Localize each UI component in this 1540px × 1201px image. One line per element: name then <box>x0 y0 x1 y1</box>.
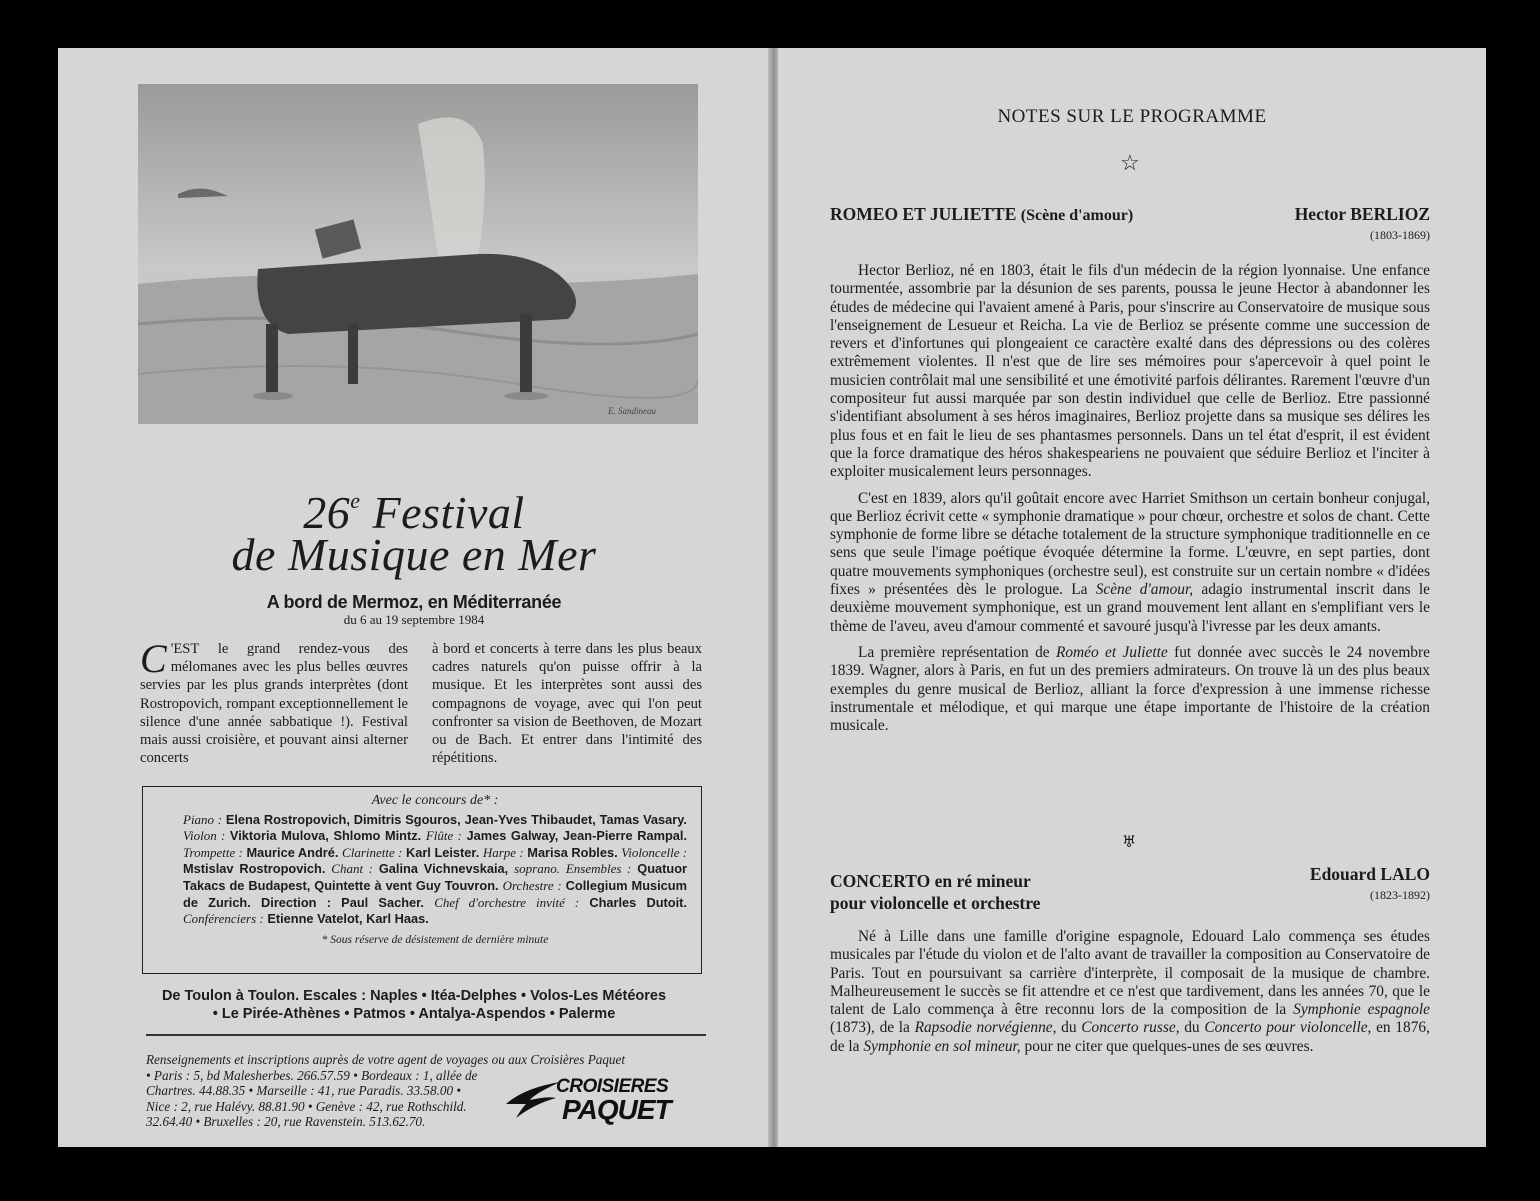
piece1-title: ROMEO ET JULIETTE (Scène d'amour) <box>830 204 1134 224</box>
right-page <box>778 48 1486 1147</box>
piece2-title: CONCERTO en ré mineur pour violoncelle et orchestre <box>830 871 1041 913</box>
croisieres-paquet-logo <box>504 1074 704 1124</box>
divider <box>146 1034 706 1036</box>
performers-box <box>142 786 702 974</box>
performers-note: * Sous réserve de désistement de dernière minute <box>321 933 549 946</box>
piece1-notes <box>830 262 1430 743</box>
festival-title-line1: 26e Festival <box>303 487 525 538</box>
itinerary-line2: • Le Pirée-Athènes • Patmos • Antalya-Aspendos • Palerme <box>212 1006 616 1022</box>
lyre-icon: ♅ <box>1122 834 1137 851</box>
performers-heading: Avec le concours de* : <box>371 793 499 808</box>
piece1-composer: Hector BERLIOZ <box>1294 204 1430 224</box>
piece1-paragraph3: La première représentation de Roméo et Juliette fut donnée avec succès le 24 novembre 1839. Wagner, alors à Paris, en fut un des premiers admirateurs. On trouve là un des plus beaux exemples du genre musical de Berlioz, alliant la force d'expression à une immense richesse instrumentale et mélodique, et qui marque une étape importante de l'histoire de la création musicale. <box>830 643 1430 735</box>
intro-column-left: C 'EST le grand rendez-vous des mélomanes avec les plus belles œuvres servies par les plus grands interprètes (dont Rostropovich, rompant exceptionnellement le silence d'une année sabbatique !). Festival mais aussi croisière, et pouvant ainsi alterner concerts <box>140 636 408 767</box>
festival-title-line2: de Musique en Mer <box>231 529 597 580</box>
logo-swoosh-icon <box>504 1074 564 1124</box>
star-icon: ☆ <box>1120 150 1140 175</box>
svg-text:E. Sandineau: E. Sandineau <box>608 406 656 416</box>
notes-header: NOTES SUR LE PROGRAMME <box>997 106 1267 127</box>
piece1-paragraph1: Hector Berlioz, né en 1803, était le fils d'un médecin de la région lyonnaise. Une enfance tourmentée, assombrie par la désunion de ses parents, poussa le jeune Hector à abandonner les études de médecine qui l'avaient amené à Paris, pour s'inscrire au Conservatoire de musique sous l'enseignement de Lesueur et Reicha. La vie de Berlioz se présente comme une succession de revers et d'infortunes qui plongeaient ce caractère exalté dans des dépressions ou des colères extrêmement violentes. Il n'est que de lire ses mémoires pour s'apercevoir à quel point le musicien contrôlait mal une sensibilité et une émotivité parfois délirantes. Rarement l'œuvre d'un compositeur fut aussi marquée par son destin individuel que celle de Berlioz. Etre passionné s'identifiant absolument à ses héros imaginaires, Berlioz projette dans sa musique ses délires les plus fous et en fait le lieu de ses phantasmes personnels. Dans un tel état d'esprit, il est évident que la force dramatique des héros shakespeariens ne pouvaient que séduire Berlioz et l'inciter à exploiter musicalement leurs personnages. <box>830 262 1430 481</box>
logo-text-line1: CROISIERES <box>556 1076 669 1097</box>
performers-list: Piano : Elena Rostropovich, Dimitris Sgouros, Jean-Yves Thibaudet, Tamas Vasary. Violon : Viktoria Mulova, Shlomo Mintz. Flûte : James Galway, Jean-Pierre Rampal. Trompette : Maurice André. Clarinette : Karl Leister. Harpe : Marisa Robles. Violoncelle : Mstislav Rostropovich. Chant : Galina Vichnevskaia, soprano. Ensembles : Quatuor Takacs de Budapest, Quintette à vent Guy Touvron. Orchestre : Collegium Musicum de Zurich. Direction : Paul Sacher. Chef d'orchestre invité : Charles Dutoit. Conférenciers : Etienne Vatelot, Karl Haas. <box>183 811 688 927</box>
piece2-notes <box>830 928 1430 1064</box>
itinerary-line1: De Toulon à Toulon. Escales : Naples • Itéa-Delphes • Volos-Les Météores <box>161 988 667 1004</box>
contact-line: Renseignements et inscriptions auprès de votre agent de voyages ou aux Croisières Paquet <box>146 1052 626 1067</box>
piece1-paragraph2: C'est en 1839, alors qu'il goûtait encore avec Harriet Smithson un certain bonheur conjugal, que Berlioz écrivit cette « symphonie dramatique » pour chœur, orchestre et solos de chant. Cette symphonie de forme libre se détache totalement de la structure symphonique traditionnelle en ce sens que seule l'image poétique évoquée détermine la forme. L'œuvre, en sept parties, dont quatre mouvements symphoniques (orchestre seul), est construite sur un certain nombre « d'idées fixes » présentées dès le prologue. La Scène d'amour, adagio instrumental inscrit dans le deuxième mouvement symphonique, est un grand mouvement lent allant en s'emplifiant vers le thème de l'aveu, aveu d'amour commenté et savouré jusqu'à l'ivresse par les deux amants. <box>830 489 1430 635</box>
left-page <box>58 48 770 1147</box>
festival-subtitle: A bord de Mermoz, en Méditerranée <box>266 592 562 612</box>
piece2-paragraph1: Né à Lille dans une famille d'origine espagnole, Edouard Lalo commença ses études musicales par l'étude du violon et de l'alto avant de travailler la composition au Conservatoire de Paris. Tout en poursuivant sa carrière d'interprète, il composait de la musique de chambre. Malheureusement le succès se fit attendre et ce n'est que tardivement, dans les années 70, que le talent de Lalo commença à être reconnu lors de la composition de la Symphonie espagnole (1873), de la Rapsodie norvégienne, du Concerto russe, du Concerto pour violoncelle, en 1876, de la Symphonie en sol mineur, pour ne citer que quelques-unes de ses œuvres. <box>830 928 1430 1055</box>
piano-sea-illustration <box>138 84 698 424</box>
festival-dates: du 6 au 19 septembre 1984 <box>343 612 485 627</box>
contact-addresses: • Paris : 5, bd Malesherbes. 266.57.59 • Bordeaux : 1, allée de Chartres. 44.88.35 • Marseille : 41, rue Paradis. 33.58.00 • Nice : 2, rue Halévy. 88.81.90 • Genève : 42, rue Rothschild. 32.64.40 • Bruxelles : 20, rue Ravenstein. 513.62.70. <box>146 1068 478 1130</box>
logo-text-line2: PAQUET <box>562 1094 671 1125</box>
intro-column-right: à bord et concerts à terre dans les plus beaux cadres naturels qu'on puisse offrir à la musique. Et les interprètes sont aussi des compagnons de voyage, avec qui l'on peut confronter sa vision de Beethoven, de Mozart ou de Bach. Et entrer dans l'intimité des répétitions. <box>432 641 702 767</box>
dropcap: C <box>140 636 167 681</box>
piece2-dates: (1823-1892) <box>1370 888 1430 902</box>
piece1-dates: (1803-1869) <box>1370 228 1430 242</box>
piece2-composer: Edouard LALO <box>1309 864 1430 884</box>
